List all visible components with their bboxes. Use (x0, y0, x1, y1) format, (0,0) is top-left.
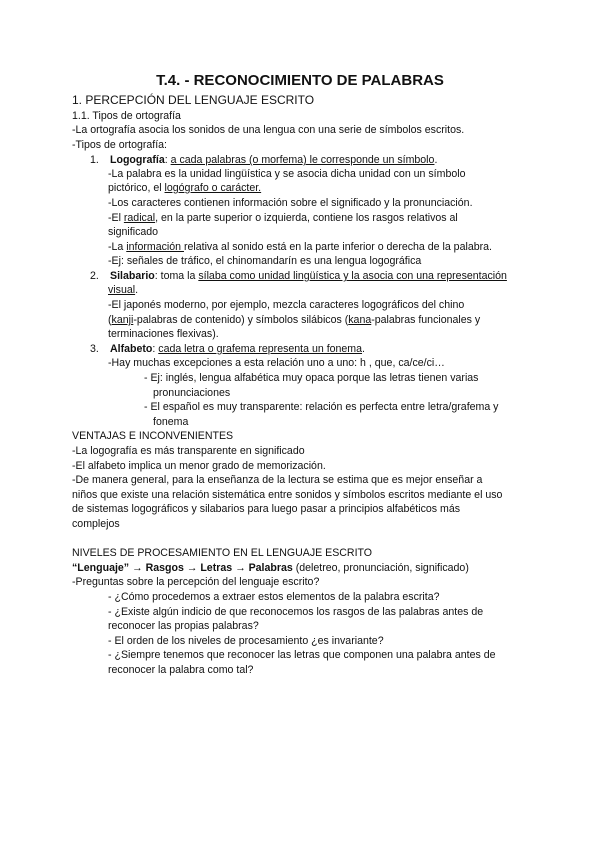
underlined-term: radical (123, 212, 156, 224)
paragraph-line: -El japonés moderno, por ejemplo, mezcla caracteres logográficos del chino (108, 299, 465, 311)
underlined-term: kana (348, 314, 372, 326)
text-fragment: : (152, 343, 159, 355)
text-fragment: ( (108, 314, 112, 326)
definition: sílaba como unidad lingüística y la asocia con una representación (198, 270, 507, 282)
subsection-heading: 1.1. Tipos de ortografía (72, 110, 181, 122)
question-item: - ¿Siempre tenemos que reconocer las letras que componen una palabra antes de (108, 649, 496, 661)
paragraph-line (108, 181, 261, 195)
text-fragment: : toma la (154, 270, 199, 282)
paragraph-line: significado (108, 226, 159, 238)
text-fragment: : (164, 154, 171, 166)
question-item: - El orden de los niveles de procesamiento ¿es invariante? (108, 635, 384, 647)
text-fragment: relativa al sonido está en la parte inferior o derecha de la palabra. (183, 241, 492, 253)
paragraph-line: de sistemas logográficos y silabarios para luego pasar a principios alfabéticos más (72, 503, 461, 515)
text-fragment: -La (108, 241, 127, 253)
paragraph-line: terminaciones flexivas). (108, 328, 219, 340)
section-heading: 1. PERCEPCIÓN DEL LENGUAJE ESCRITO (72, 93, 315, 107)
text-fragment: pictórico, el (108, 182, 165, 194)
sub-bullet: - El español es muy transparente: relación es perfecta entre letra/grafema y (144, 401, 499, 413)
underlined-term: logógrafo o carácter. (164, 182, 262, 194)
definition: cada letra o grafema representa un fonema (158, 343, 363, 355)
paragraph-line: -El alfabeto implica un menor grado de memorización. (72, 460, 326, 472)
paragraph-line (108, 313, 480, 327)
paragraph-line: -La ortografía asocia los sonidos de una lengua con una serie de símbolos escritos. (72, 124, 465, 136)
question-continuation: reconocer las propias palabras? (108, 620, 259, 632)
paragraph-line: -Ej: señales de tráfico, el chinomandarín es una lengua logográfica (108, 255, 422, 267)
definition: visual (108, 284, 136, 296)
text-fragment: -palabras funcionales y (371, 314, 481, 326)
section-heading: VENTAJAS E INCONVENIENTES (72, 430, 234, 442)
list-item-logografia (90, 153, 437, 167)
paragraph-line: -Hay muchas excepciones a esta relación uno a uno: h , que, ca/ce/ci… (108, 357, 445, 369)
sub-bullet: - Ej: inglés, lengua alfabética muy opaca porque las letras tienen varias (144, 372, 479, 384)
paragraph-line: -Preguntas sobre la percepción del lenguaje escrito? (72, 576, 320, 588)
question-item: - ¿Existe algún indicio de que reconocemos los rasgos de las palabras antes de (108, 606, 484, 618)
paragraph-line (108, 211, 458, 225)
sub-bullet-continuation: fonema (153, 416, 189, 428)
paragraph-line: -La logografía es más transparente en significado (72, 445, 305, 457)
list-number: 3. (90, 343, 99, 355)
paragraph-line: -Los caracteres contienen información sobre el significado y la pronunciación. (108, 197, 473, 209)
text-fragment: -El (108, 212, 124, 224)
paragraph-line: niños que existe una relación sistemática entre sonidos y símbolos escritos mediante el uso (72, 489, 503, 501)
underlined-term: kanji (111, 314, 134, 326)
text-fragment: . (135, 284, 139, 296)
definition: a cada palabras (o morfema) le corresponde un símbolo (170, 154, 435, 166)
text-fragment: . (434, 154, 438, 166)
paragraph-line: complejos (72, 518, 120, 530)
text-fragment: -palabras de contenido) y símbolos silábicos ( (133, 314, 349, 326)
text-fragment: , en la parte superior o izquierda, contiene los rasgos relativos al (155, 212, 458, 224)
flow-levels: “Lenguaje” → Rasgos → Letras → Palabras (72, 562, 293, 574)
question-continuation: reconocer la palabra como tal? (108, 664, 254, 676)
list-item-silabario (90, 269, 507, 283)
sub-bullet-continuation: pronunciaciones (153, 387, 231, 399)
term: Logografía (110, 154, 165, 166)
list-number: 2. (90, 270, 99, 282)
question-item: - ¿Cómo procedemos a extraer estos elementos de la palabra escrita? (108, 591, 440, 603)
underlined-term: información (126, 241, 184, 253)
list-number: 1. (90, 154, 99, 166)
term: Alfabeto (110, 343, 153, 355)
list-item-alfabeto (90, 342, 365, 356)
paragraph-line: -De manera general, para la enseñanza de la lectura se estima que es mejor enseñar a (72, 474, 483, 486)
paragraph-line: -La palabra es la unidad lingüística y se asocia dicha unidad con un símbolo (108, 168, 466, 180)
paragraph-line: -Tipos de ortografía: (72, 139, 167, 151)
paragraph-line (108, 283, 138, 297)
processing-flow (72, 561, 469, 575)
text-fragment: . (362, 343, 365, 355)
term: Silabario (110, 270, 155, 282)
text-fragment: (deletreo, pronunciación, significado) (292, 562, 469, 574)
paragraph-line (108, 240, 492, 254)
section-heading: NIVELES DE PROCESAMIENTO EN EL LENGUAJE ESCRITO (72, 547, 373, 559)
page-title: T.4. - RECONOCIMIENTO DE PALABRAS (156, 72, 444, 89)
